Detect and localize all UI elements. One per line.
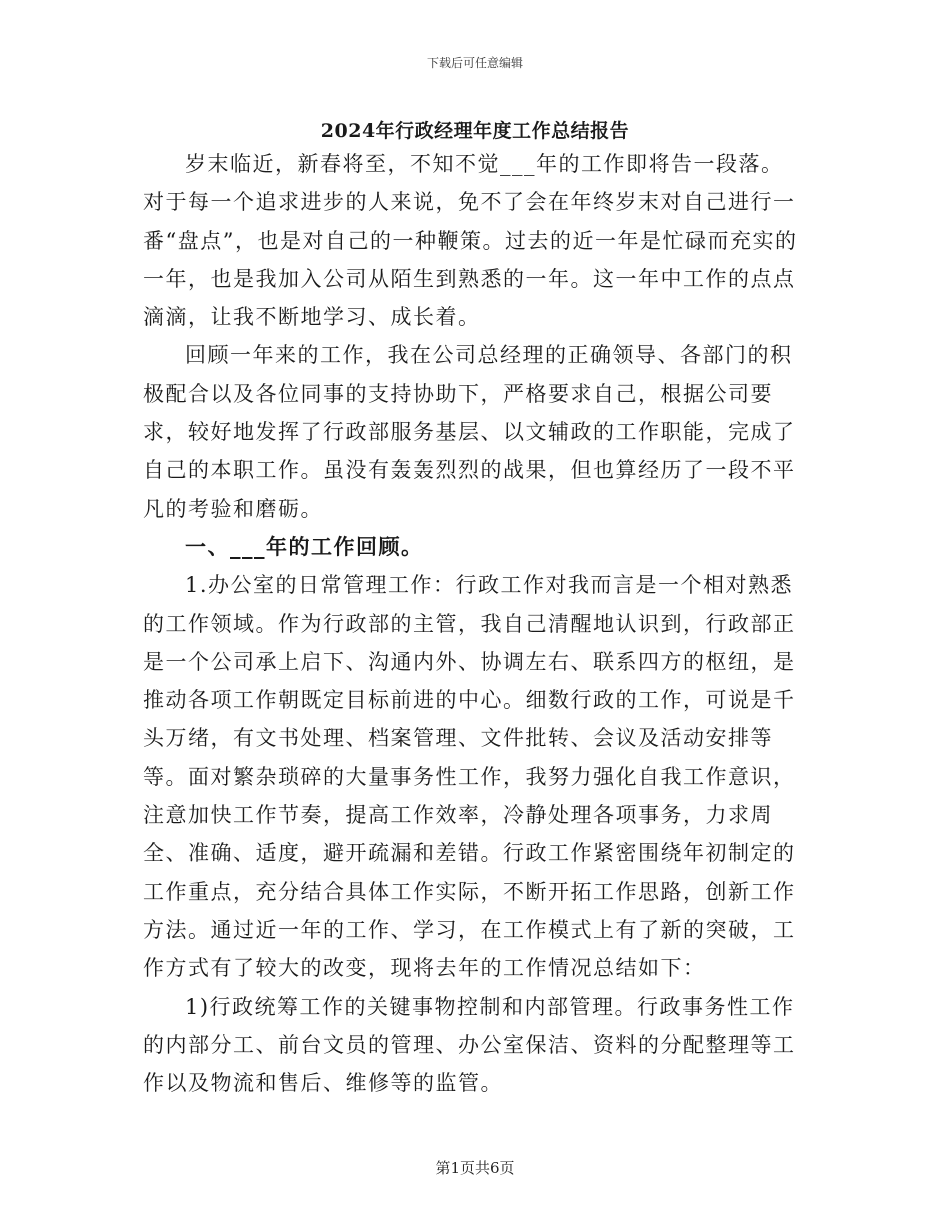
page-number: 第1页共6页: [435, 1159, 515, 1177]
download-note: 下载后可任意编辑: [426, 56, 523, 70]
paragraph-intro: 岁末临近，新春将至，不知不觉___年的工作即将告一段落。对于每一个追求进步的人来说，免不了会在年终岁末对自己进行一番“盘点”，也是对自己的一种鞭策。过去的近一年是忙碌而充实的一年，也是我加入公司从陌生到熟悉的一年。这一年中工作的点点滴滴，让我不断地学习、成长着。: [143, 152, 798, 330]
paragraph-office-management: 1.办公室的日常管理工作：行政工作对我而言是一个相对熟悉的工作领域。作为行政部的主管，我自己清醒地认识到，行政部正是一个公司承上启下、沟通内外、协调左右、联系四方的枢纽，是推动各项工作朝既定目标前进的中心。细数行政的工作，可说是千头万绪，有文书处理、档案管理、文件批转、会议及活动安排等等。面对繁杂琐碎的大量事务性工作，我努力强化自我工作意识，注意加快工作节奏，提高工作效率，冷静处理各项事务，力求周全、准确、适度，避开疏漏和差错。行政工作紧密围绕年初制定的工作重点，充分结合具体工作实际，不断开拓工作思路，创新工作方法。通过近一年的工作、学习，在工作模式上有了新的突破，工作方式有了较大的改变，现将去年的工作情况总结如下：: [143, 573, 796, 981]
document-title: 2024年行政经理年度工作总结报告: [320, 120, 630, 142]
paragraph-review: 回顾一年来的工作，我在公司总经理的正确领导、各部门的积极配合以及各位同事的支持协助下，严格要求自己，根据公司要求，较好地发挥了行政部服务基层、以文辅政的工作职能，完成了自己的本职工作。虽没有轰轰烈烈的战果，但也算经历了一段不平凡的考验和磨砺。: [143, 343, 796, 521]
section-heading: 一、___年的工作回顾。: [185, 533, 424, 559]
document-body: [143, 145, 803, 1102]
paragraph-admin-coordination: 1)行政统筹工作的关键事物控制和内部管理。行政事务性工作的内部分工、前台文员的管理、办公室保洁、资料的分配整理等工作以及物流和售后、维修等的监管。: [143, 994, 796, 1096]
